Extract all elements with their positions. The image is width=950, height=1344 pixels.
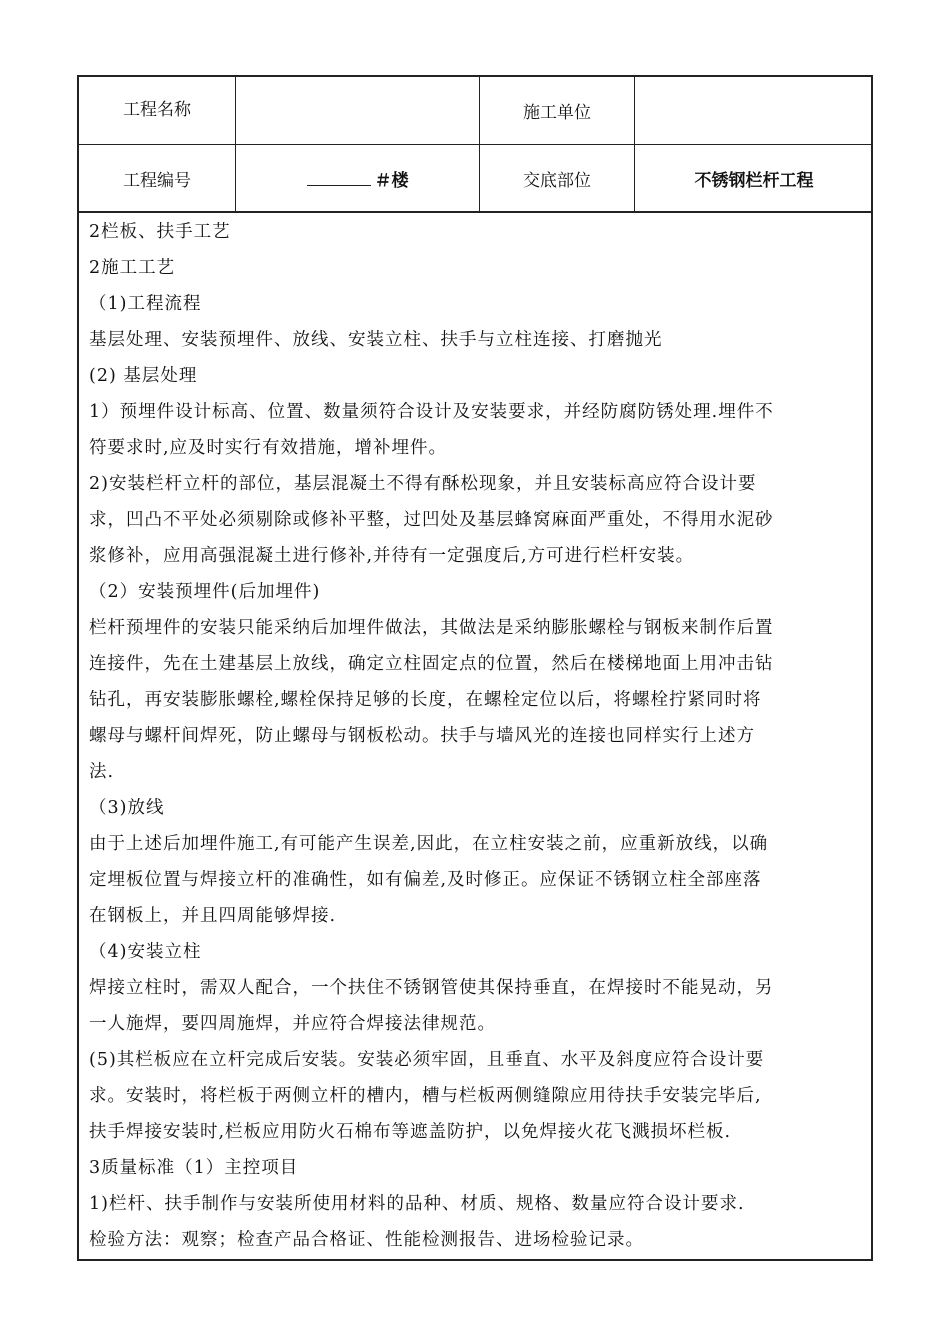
body-line: 检验方法：观察；检查产品合格证、性能检测报告、进场检验记录。 [89,1230,644,1250]
body-line: 定埋板位置与焊接立杆的准确性，如有偏差,及时修正。应保证不锈钢立柱全部座落 [89,870,762,890]
position-value: 不锈钢栏杆工程 [694,170,814,191]
body-line: 浆修补，应用高强混凝土进行修补,并待有一定强度后,方可进行栏杆安装。 [89,546,695,566]
header-row-1 [79,77,871,145]
body-line: 2施工工艺 [89,258,176,278]
body-line: 钻孔，再安装膨胀螺栓,螺栓保持足够的长度，在螺栓定位以后，将螺栓拧紧同时将 [89,690,762,710]
position-label: 交底部位 [480,145,635,211]
body-line: 1)栏杆、扶手制作与安装所使用材料的品种、材质、规格、数量应符合设计要求. [89,1194,745,1214]
project-name-label: 工程名称 [79,77,236,144]
header-row-2 [79,145,871,213]
project-name-value [236,77,480,144]
disclosure-sheet [77,75,873,1261]
body-line: 焊接立柱时，需双人配合，一个扶住不锈钢管使其保持垂直，在焊接时不能晃动，另 [89,978,774,998]
body-line: 由于上述后加埋件施工,有可能产生误差,因此，在立柱安装之前，应重新放线，以确 [89,834,769,854]
body-line: (5)其栏板应在立杆完成后安装。安装必须牢固，且垂直、水平及斜度应符合设计要 [89,1050,765,1070]
body-line: 栏杆预埋件的安装只能采纳后加埋件做法，其做法是采纳膨胀螺栓与钢板来制作后置 [89,618,774,638]
project-no-label: 工程编号 [79,145,236,211]
body-text [89,214,867,1258]
body-line: 连接件，先在土建基层上放线，确定立柱固定点的位置，然后在楼梯地面上用冲击钻 [89,654,774,674]
contractor-value [635,77,873,144]
body-line: (2) 基层处理 [89,366,198,386]
body-line: 2栏板、扶手工艺 [89,222,231,242]
body-line: （4)安装立柱 [89,942,202,962]
building-suffix: ＃楼 [374,170,409,191]
body-line: （2）安装预埋件(后加埋件) [89,582,321,602]
body-line: 基层处理、安装预埋件、放线、安装立柱、扶手与立柱连接、打磨抛光 [89,330,663,350]
body-line: 1）预埋件设计标高、位置、数量须符合设计及安装要求，并经防腐防锈处理.埋件不 [89,402,774,422]
building-number-field [236,145,480,211]
body-line: 螺母与螺杆间焊死，防止螺母与钢板松动。扶手与墙风光的连接也同样实行上述方 [89,726,755,746]
body-line: 在钢板上，并且四周能够焊接. [89,906,337,926]
body-line: 2)安装栏杆立杆的部位，基层混凝土不得有酥松现象，并且安装标高应符合设计要 [89,474,757,494]
body-line: （3)放线 [89,798,165,818]
body-line: 3质量标准（1）主控项目 [89,1158,299,1178]
body-line: 求。安装时，将栏板于两侧立杆的槽内，槽与栏板两侧缝隙应用待扶手安装完毕后, [89,1086,762,1106]
body-line: 一人施焊，要四周施焊，并应符合焊接法律规范。 [89,1014,496,1034]
body-line: 扶手焊接安装时,栏板应用防火石棉布等遮盖防护，以免焊接火花飞溅损坏栏板. [89,1122,732,1142]
body-line: 符要求时,应及时实行有效措施，增补埋件。 [89,438,448,458]
body-line: 求，凹凸不平处必须剔除或修补平整，过凹处及基层蜂窝麻面严重处，不得用水泥砂 [89,510,774,530]
building-number-blank [307,171,371,186]
body-line: 法. [89,762,115,782]
body-line: （1)工程流程 [89,294,202,314]
contractor-label: 施工单位 [480,77,635,144]
